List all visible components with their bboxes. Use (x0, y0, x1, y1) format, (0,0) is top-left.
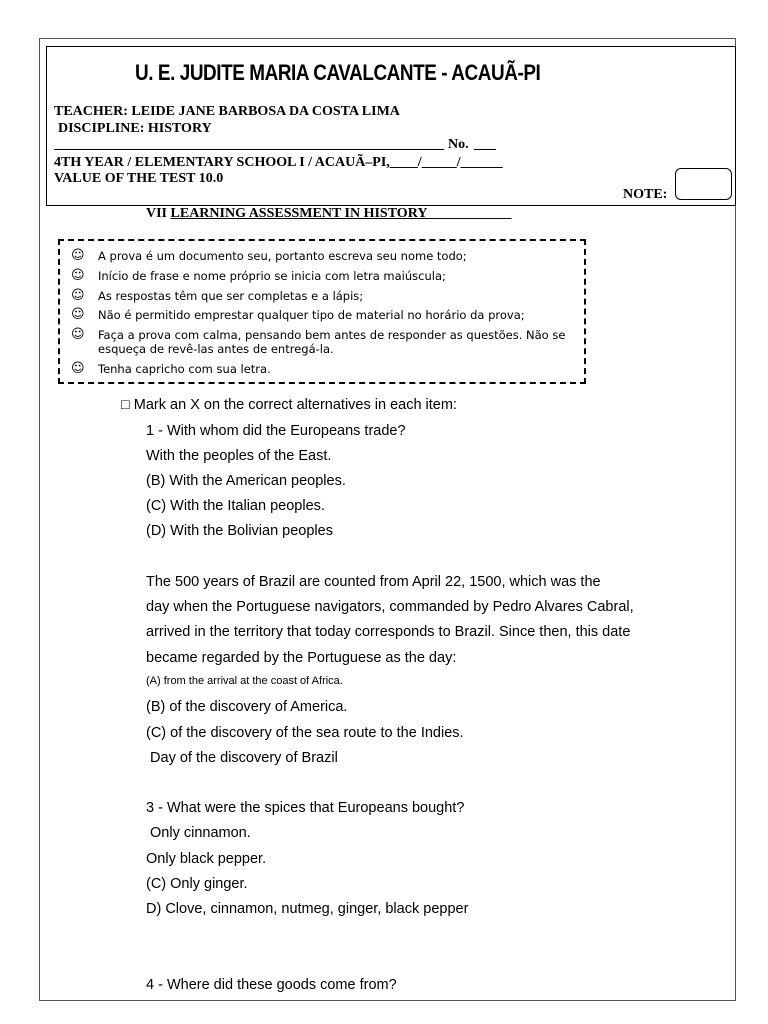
smiley-icon: ☺ (71, 248, 85, 263)
question-1: 1 - With whom did the Europeans trade? (146, 423, 406, 439)
q1-option[interactable]: (D) With the Bolivian peoples (146, 523, 333, 539)
smiley-icon: ☺ (71, 327, 85, 342)
q1-option[interactable]: (C) With the Italian peoples. (146, 498, 325, 514)
smiley-icon: ☺ (71, 361, 85, 376)
rule-text: Início de frase e nome próprio se inicia com letra maiúscula; (98, 269, 446, 283)
q3-option[interactable]: (C) Only ginger. (146, 876, 248, 892)
discipline-line: DISCIPLINE: HISTORY (58, 121, 212, 136)
rules-box (58, 239, 586, 384)
smiley-icon: ☺ (71, 307, 85, 322)
rule-text: Tenha capricho com sua letra. (98, 362, 271, 376)
q3-option[interactable]: D) Clove, cinnamon, nutmeg, ginger, black pepper (146, 901, 469, 917)
question-3: 3 - What were the spices that Europeans bought? (146, 800, 465, 816)
q2-option[interactable]: Day of the discovery of Brazil (146, 750, 338, 766)
instruction: □ Mark an X on the correct alternatives in each item: (121, 397, 457, 413)
q2-passage-line: The 500 years of Brazil are counted from April 22, 1500, which was the (146, 574, 601, 590)
school-name: U. E. JUDITE MARIA CAVALCANTE - ACAUÃ-PI (135, 60, 541, 85)
q3-option[interactable]: Only cinnamon. (146, 825, 251, 841)
q2-passage-line: arrived in the territory that today corresponds to Brazil. Since then, this date (146, 624, 631, 640)
title-prefix: VII (146, 206, 171, 221)
title-text: LEARNING ASSESSMENT IN HISTORY (170, 206, 428, 221)
q2-option[interactable]: (B) of the discovery of America. (146, 699, 348, 715)
q1-option[interactable]: With the peoples of the East. (146, 448, 332, 464)
rule-text: Faça a prova com calma, pensando bem antes de responder as questões. Não se esqueça de revê-las antes de entregá-la. (98, 328, 566, 356)
q1-option[interactable]: (B) With the American peoples. (146, 473, 346, 489)
q2-option[interactable]: (A) from the arrival at the coast of Africa. (146, 675, 343, 687)
number-blank-line[interactable] (474, 149, 496, 150)
smiley-icon: ☺ (71, 268, 85, 283)
q3-option[interactable]: Only black pepper. (146, 851, 267, 867)
q2-option[interactable]: (C) of the discovery of the sea route to the Indies. (146, 725, 464, 741)
note-label: NOTE: (623, 187, 668, 202)
assessment-title (146, 206, 511, 222)
year-line: 4TH YEAR / ELEMENTARY SCHOOL I / ACAUÃ–PI,____/_____/______ (54, 155, 503, 170)
q2-passage-line: became regarded by the Portuguese as the day: (146, 650, 457, 666)
number-label: No. (448, 137, 469, 152)
q2-passage-line: day when the Portuguese navigators, commanded by Pedro Alvares Cabral, (146, 599, 634, 615)
rule-text: A prova é um documento seu, portanto escreva seu nome todo; (98, 249, 467, 263)
rule-text: As respostas têm que ser completas e a lápis; (98, 289, 364, 303)
name-blank-line[interactable] (54, 149, 444, 150)
teacher-line: TEACHER: LEIDE JANE BARBOSA DA COSTA LIMA (54, 104, 400, 119)
title-blank: ____________ (427, 206, 512, 221)
question-4: 4 - Where did these goods come from? (146, 977, 397, 993)
value-line: VALUE OF THE TEST 10.0 (54, 171, 224, 186)
smiley-icon: ☺ (71, 288, 85, 303)
note-box[interactable] (675, 168, 732, 200)
rule-text: Não é permitido emprestar qualquer tipo de material no horário da prova; (98, 308, 525, 322)
